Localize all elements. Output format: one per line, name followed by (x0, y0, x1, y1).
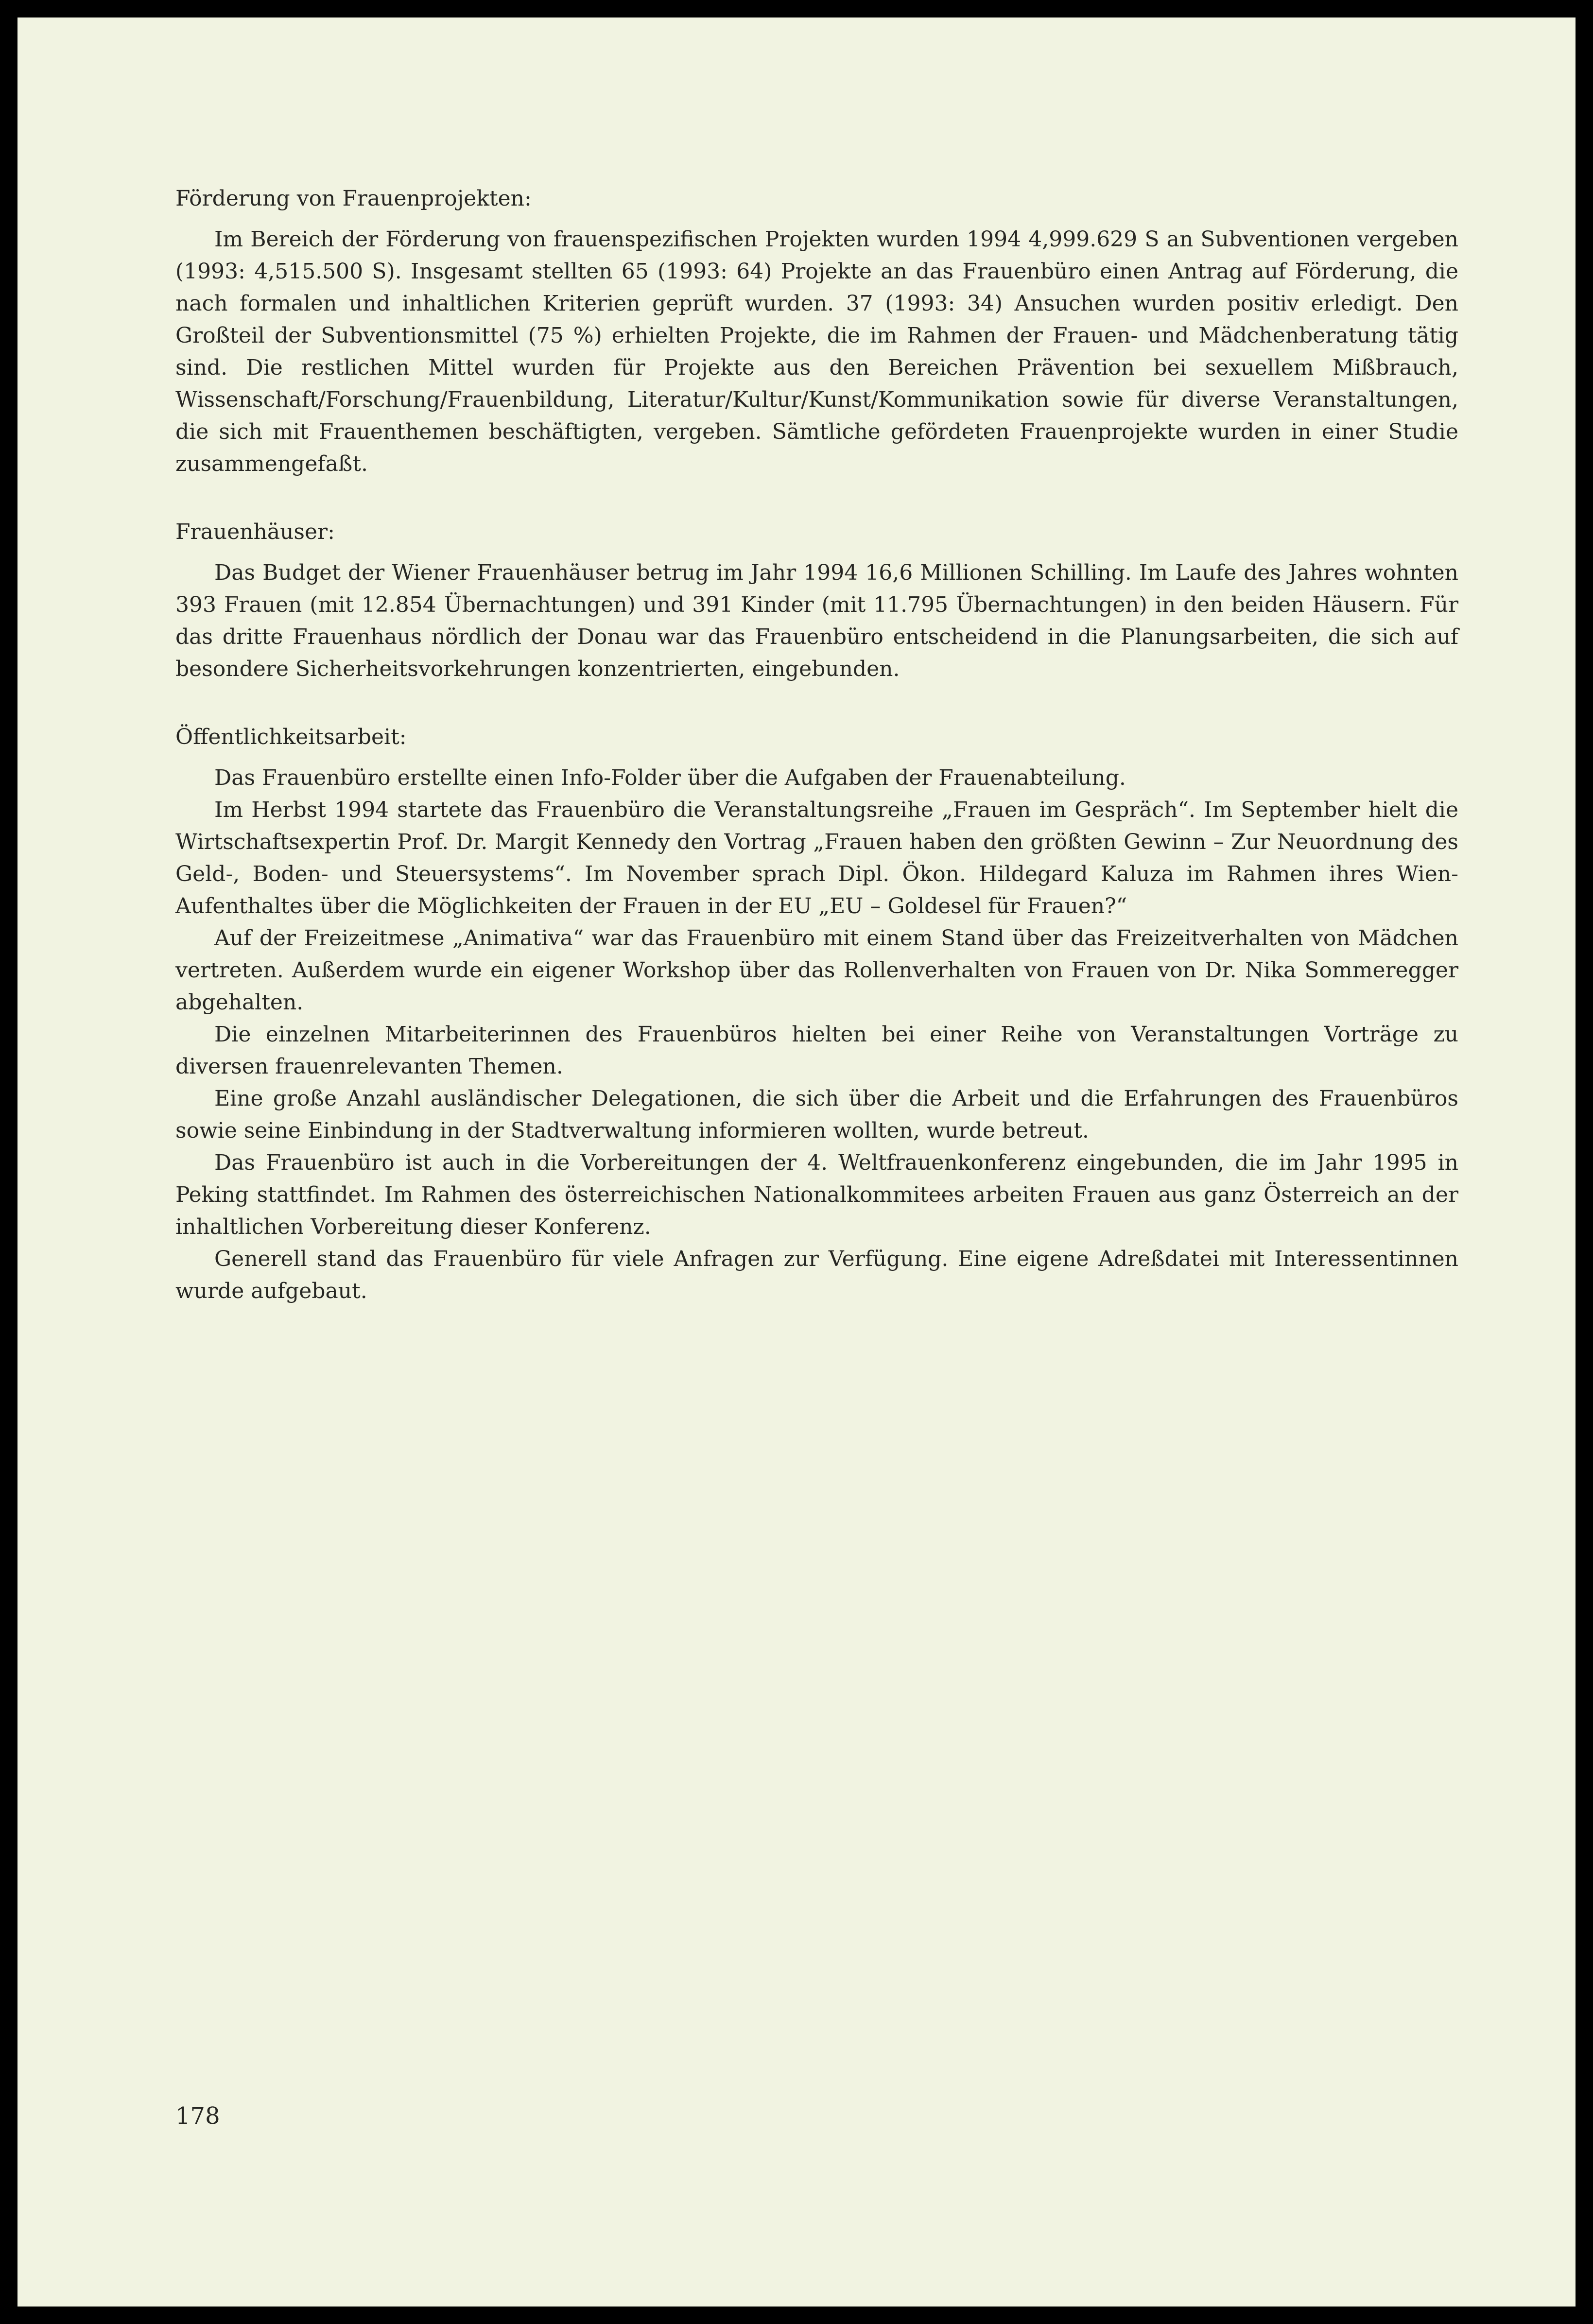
paragraph: Auf der Freizeitmese „Animativa“ war das Frauenbüro mit einem Stand über das Freizeitverhalten von Mädchen vertreten. Außerdem wurde ein eigener Workshop über das Rollenverhalten von Frauen von Dr. Nika Sommeregger abgehalten. (175, 926, 1458, 1015)
paragraph: Eine große Anzahl ausländischer Delegationen, die sich über die Arbeit und die Erfahrungen des Frauenbüros sowie seine Einbindung in der Stadtverwaltung informieren wollten, wurde betreut. (175, 1086, 1458, 1143)
section-heading: Öffentlichkeitsarbeit: (175, 725, 407, 749)
section-heading: Frauenhäuser: (175, 520, 335, 544)
paragraph: Die einzelnen Mitarbeiterinnen des Frauenbüros hielten bei einer Reihe von Veranstaltungen Vorträge zu diversen frauenrelevanten Themen. (175, 1022, 1458, 1079)
paragraph: Das Frauenbüro erstellte einen Info-Folder über die Aufgaben der Frauenabteilung. (214, 765, 1126, 790)
page-number: 178 (175, 2102, 220, 2130)
paragraph: Im Herbst 1994 startete das Frauenbüro die Veranstaltungsreihe „Frauen im Gespräch“. Im September hielt die Wirtschaftsexpertin Prof. Dr. Margit Kennedy den Vortrag „Frauen haben den größten Gewinn – Zur Neuordnung des Geld-, Boden- und Steuersystems“. Im November sprach Dipl. Ökon. Hildegard Kaluza im Rahmen ihres Wien-Aufenthaltes über die Möglichkeiten der Frauen in der EU „EU – Goldesel für Frauen?“ (175, 798, 1458, 919)
section-frauenprojekte (175, 183, 1458, 480)
paragraph: Im Bereich der Förderung von frauenspezifischen Projekten wurden 1994 4,999.629 S an Subventionen vergeben (1993: 4,515.500 S). Insgesamt stellten 65 (1993: 64) Projekte an das Frauenbüro einen Antrag auf Förderung, die nach formalen und inhaltlichen Kriterien geprüft wurden. 37 (1993: 34) Ansuchen wurden positiv erledigt. Den Großteil der Subventionsmittel (75 %) erhielten Projekte, die im Rahmen der Frauen- und Mädchenberatung tätig sind. Die restlichen Mittel wurden für Projekte aus den Bereichen Prävention bei sexuellem Mißbrauch, Wissenschaft/Forschung/Frauenbildung, Literatur/Kultur/Kunst/Kommunikation sowie für diverse Veranstaltungen, die sich mit Frauenthemen beschäftigten, vergeben. Sämtliche gefördeten Frauenprojekte wurden in einer Studie zusammengefaßt. (175, 227, 1458, 476)
section-oeffentlichkeitsarbeit (175, 721, 1458, 1307)
document-page (17, 17, 1576, 2307)
paragraph: Das Frauenbüro ist auch in die Vorbereitungen der 4. Weltfrauenkonferenz eingebunden, die im Jahr 1995 in Peking stattfindet. Im Rahmen des österreichischen Nationalkommitees arbeiten Frauen aus ganz Österreich an der inhaltlichen Vorbereitung dieser Konferenz. (175, 1150, 1458, 1239)
document-body (175, 183, 1458, 1343)
section-frauenhaeuser (175, 516, 1458, 685)
section-heading: Förderung von Frauenprojekten: (175, 186, 532, 211)
paragraph: Das Budget der Wiener Frauenhäuser betrug im Jahr 1994 16,6 Millionen Schilling. Im Laufe des Jahres wohnten 393 Frauen (mit 12.854 Übernachtungen) und 391 Kinder (mit 11.795 Übernachtungen) in den beiden Häusern. Für das dritte Frauenhaus nördlich der Donau war das Frauenbüro entscheidend in die Planungsarbeiten, die sich auf besondere Sicherheitsvorkehrungen konzentrierten, eingebunden. (175, 560, 1458, 681)
paragraph: Generell stand das Frauenbüro für viele Anfragen zur Verfügung. Eine eigene Adreßdatei mit Interessentinnen wurde aufgebaut. (175, 1247, 1458, 1303)
